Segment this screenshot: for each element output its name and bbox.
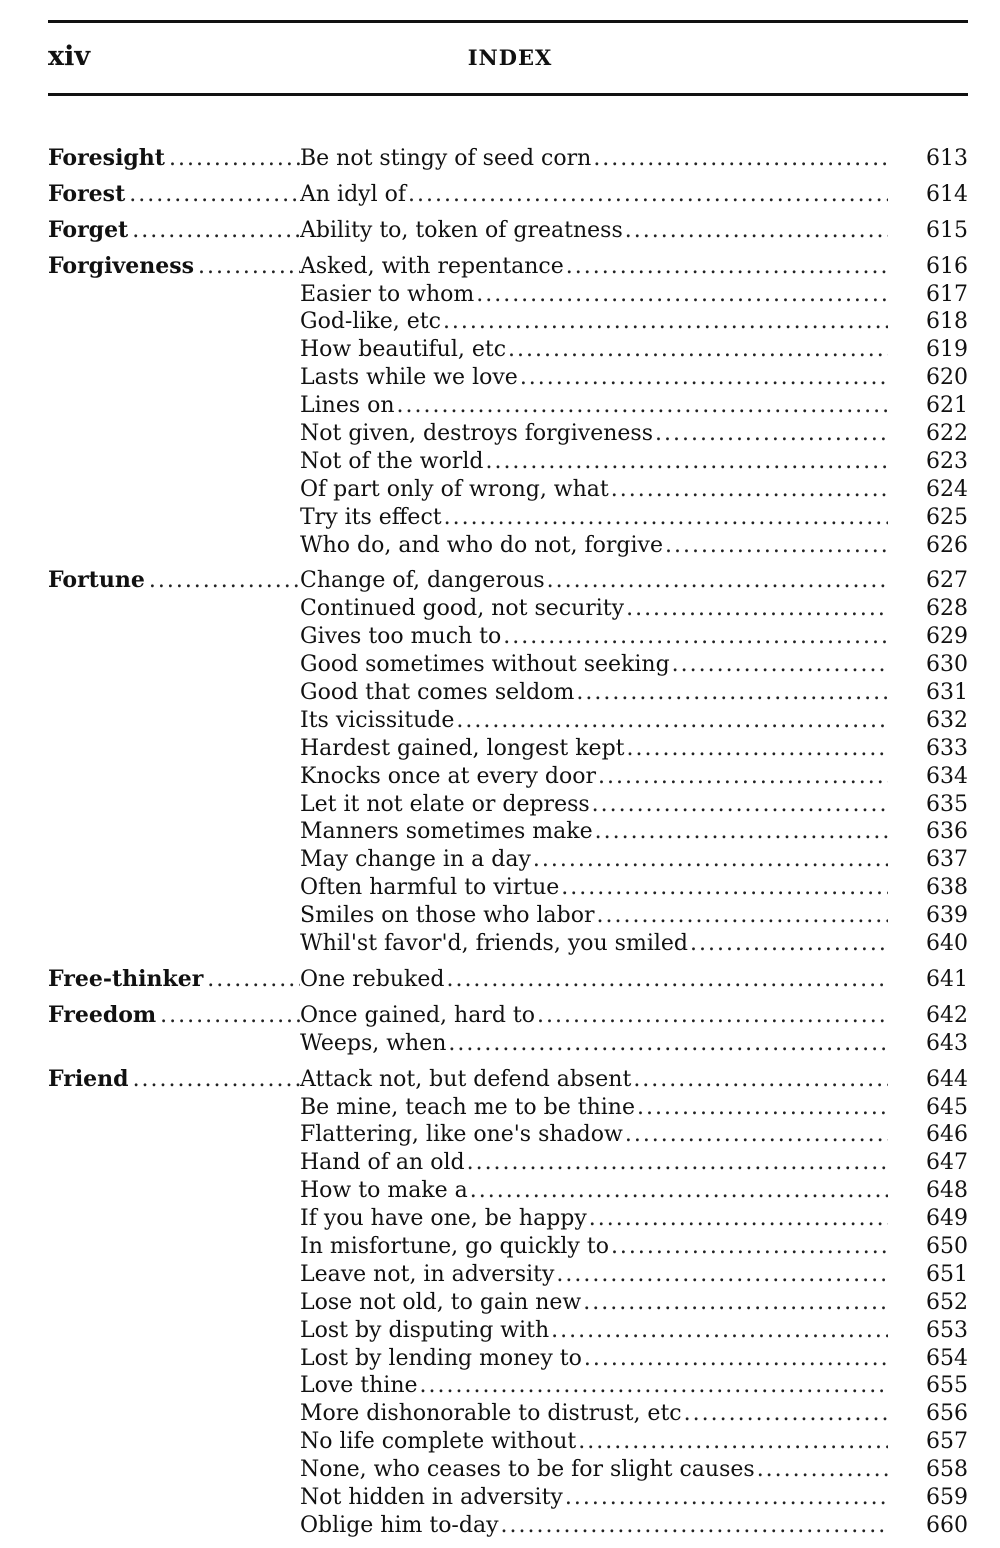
index-heading: Forest — [48, 180, 126, 207]
dot-leader — [132, 217, 300, 245]
entry-cell — [300, 1066, 888, 1094]
index-subentry: Once gained, hard to — [300, 1002, 535, 1028]
index-entry-row — [48, 145, 968, 173]
dot-leader — [198, 253, 300, 281]
dot-leader — [149, 567, 300, 595]
index-entry-row — [48, 1066, 968, 1094]
index-entry-row — [48, 1233, 968, 1261]
page-folio: xiv — [48, 41, 91, 72]
index-heading: Fortune — [48, 567, 145, 594]
top-rule — [48, 20, 968, 23]
dot-leader — [551, 1317, 888, 1345]
dot-leader — [129, 181, 300, 209]
entry-cell — [300, 448, 888, 476]
page-number: 660 — [926, 1512, 968, 1538]
index-subentry: Of part only of wrong, what — [300, 476, 609, 502]
index-subentry: Asked, with repentance — [300, 253, 564, 279]
page-number: 640 — [926, 931, 968, 957]
entry-cell — [300, 763, 888, 791]
index-heading: Friend — [48, 1065, 129, 1092]
dot-leader — [470, 1177, 888, 1205]
entry-cell — [300, 1177, 888, 1205]
index-subentry: No life complete without — [300, 1429, 577, 1455]
entry-cell — [300, 364, 888, 392]
dot-leader — [456, 707, 888, 735]
heading-cell — [48, 145, 300, 173]
index-entry-row — [48, 476, 968, 504]
page-number: 635 — [926, 791, 968, 817]
index-entry-row — [48, 336, 968, 364]
index-group — [48, 1066, 968, 1540]
entry-cell — [300, 595, 888, 623]
entry-cell — [300, 1094, 888, 1122]
dot-leader — [655, 420, 888, 448]
dot-leader — [611, 476, 888, 504]
page-number: 633 — [926, 735, 968, 761]
index-entry-row — [48, 679, 968, 707]
page-number: 648 — [926, 1178, 968, 1204]
page-number: 642 — [926, 1002, 968, 1028]
index-subentry: Knocks once at every door — [300, 763, 596, 789]
index-entry-row — [48, 567, 968, 595]
dot-leader — [583, 1289, 888, 1317]
index-entry-row — [48, 1372, 968, 1400]
entry-cell — [300, 735, 888, 763]
dot-leader — [133, 1066, 300, 1094]
page-number: 645 — [926, 1094, 968, 1120]
dot-leader — [690, 930, 888, 958]
index-subentry: Smiles on those who labor — [300, 903, 595, 929]
index-entry-row — [48, 1121, 968, 1149]
page-number: 652 — [926, 1289, 968, 1315]
index-group — [48, 217, 968, 245]
index-entry-row — [48, 1261, 968, 1289]
page-number: 638 — [926, 875, 968, 901]
index-entry-row — [48, 504, 968, 532]
index-subentry: More dishonorable to distrust, etc — [300, 1401, 682, 1427]
dot-leader — [561, 874, 888, 902]
index-subentry: Continued good, not security — [300, 596, 625, 622]
dot-leader — [637, 1094, 888, 1122]
entry-cell — [300, 966, 888, 994]
page-number: 653 — [926, 1317, 968, 1343]
index-group — [48, 145, 968, 173]
index-subentry: Hand of an old — [300, 1150, 465, 1176]
index-heading: Forgiveness — [48, 252, 194, 279]
entry-cell — [300, 532, 888, 560]
index-entry-row — [48, 1317, 968, 1345]
index-subentry: Love thine — [300, 1373, 418, 1399]
index-subentry: Leave not, in adversity — [300, 1261, 555, 1287]
index-entry-row — [48, 1345, 968, 1373]
index-group — [48, 567, 968, 957]
entry-cell — [300, 1030, 888, 1058]
index-entry-row — [48, 181, 968, 209]
dot-leader — [598, 763, 888, 791]
index-subentry: God-like, etc — [300, 309, 441, 335]
index-group — [48, 253, 968, 560]
index-entry-row — [48, 1205, 968, 1233]
page-number: 639 — [926, 903, 968, 929]
index-heading: Free-thinker — [48, 965, 204, 992]
index-entry-row — [48, 818, 968, 846]
dot-leader — [520, 364, 888, 392]
entry-cell — [300, 1149, 888, 1177]
index-heading: Foresight — [48, 145, 165, 171]
index-entry-row — [48, 281, 968, 309]
index-entry-row — [48, 595, 968, 623]
entry-cell — [300, 1002, 888, 1030]
index-subentry: Gives too much to — [300, 624, 502, 650]
dot-leader — [448, 1030, 888, 1058]
index-subentry: Hardest gained, longest kept — [300, 735, 625, 761]
index-list — [48, 145, 968, 1548]
heading-cell — [48, 217, 300, 245]
index-entry-row — [48, 217, 968, 245]
page-number: 617 — [926, 281, 968, 307]
header-rule — [48, 93, 968, 96]
index-subentry: Manners sometimes make — [300, 819, 593, 845]
entry-cell — [300, 336, 888, 364]
page-number: 631 — [926, 680, 968, 706]
page-number: 655 — [926, 1373, 968, 1399]
dot-leader — [584, 1345, 888, 1373]
entry-cell — [300, 1261, 888, 1289]
dot-leader — [547, 567, 888, 595]
entry-cell — [300, 1400, 888, 1428]
index-group — [48, 966, 968, 994]
index-entry-row — [48, 1428, 968, 1456]
entry-cell — [300, 1372, 888, 1400]
entry-cell — [300, 308, 888, 336]
dot-leader — [160, 1002, 300, 1030]
dot-leader — [444, 504, 888, 532]
page-number: 658 — [926, 1457, 968, 1483]
entry-cell — [300, 392, 888, 420]
page-number: 643 — [926, 1030, 968, 1056]
page-number: 657 — [926, 1429, 968, 1455]
page-number: 646 — [926, 1122, 968, 1148]
dot-leader — [633, 1066, 888, 1094]
index-subentry: Change of, dangerous — [300, 568, 545, 594]
page-number: 626 — [926, 532, 968, 558]
page-number: 632 — [926, 707, 968, 733]
entry-cell — [300, 504, 888, 532]
page-number: 659 — [926, 1484, 968, 1510]
page-number: 628 — [926, 596, 968, 622]
index-entry-row — [48, 791, 968, 819]
entry-cell — [300, 145, 888, 173]
index-subentry: In misfortune, go quickly to — [300, 1233, 609, 1259]
dot-leader — [537, 1002, 888, 1030]
index-entry-row — [48, 1456, 968, 1484]
index-subentry: None, who ceases to be for slight causes — [300, 1457, 755, 1483]
page-number: 654 — [926, 1345, 968, 1371]
dot-leader — [589, 1205, 888, 1233]
index-entry-row — [48, 651, 968, 679]
page-number: 629 — [926, 624, 968, 650]
heading-cell — [48, 1066, 300, 1094]
index-entry-row — [48, 392, 968, 420]
dot-leader — [420, 1372, 888, 1400]
index-entry-row — [48, 1177, 968, 1205]
entry-cell — [300, 217, 888, 245]
index-entry-row — [48, 448, 968, 476]
index-subentry: Lines on — [300, 393, 395, 419]
index-subentry: Let it not elate or depress — [300, 791, 590, 817]
page-number: 637 — [926, 847, 968, 873]
entry-cell — [300, 420, 888, 448]
index-subentry: How to make a — [300, 1178, 468, 1204]
index-entry-row — [48, 1030, 968, 1058]
index-group — [48, 1002, 968, 1058]
dot-leader — [684, 1400, 888, 1428]
index-heading: Freedom — [48, 1001, 157, 1028]
dot-leader — [611, 1233, 888, 1261]
heading-cell — [48, 1002, 300, 1030]
index-entry-row — [48, 735, 968, 763]
dot-leader — [566, 253, 888, 281]
entry-cell — [300, 1428, 888, 1456]
index-entry-row — [48, 1094, 968, 1122]
index-entry-row — [48, 1484, 968, 1512]
dot-leader — [556, 1261, 888, 1289]
heading-cell — [48, 253, 300, 281]
dot-leader — [597, 902, 888, 930]
index-subentry: Lose not old, to gain new — [300, 1289, 582, 1315]
page-number: 622 — [926, 421, 968, 447]
page-number: 647 — [926, 1150, 968, 1176]
page-number: 649 — [926, 1206, 968, 1232]
entry-cell — [300, 1233, 888, 1261]
entry-cell — [300, 874, 888, 902]
dot-leader — [508, 336, 888, 364]
entry-cell — [300, 651, 888, 679]
entry-cell — [300, 1121, 888, 1149]
dot-leader — [625, 217, 888, 245]
index-subentry: Not given, destroys forgiveness — [300, 421, 653, 447]
entry-cell — [300, 253, 888, 281]
index-subentry: Lasts while we love — [300, 365, 518, 391]
index-subentry: Lost by lending money to — [300, 1345, 582, 1371]
page-number: 619 — [926, 337, 968, 363]
dot-leader — [397, 392, 888, 420]
index-entry-row — [48, 308, 968, 336]
heading-cell — [48, 567, 300, 595]
entry-cell — [300, 623, 888, 651]
dot-leader — [485, 448, 888, 476]
page-number: 625 — [926, 504, 968, 530]
entry-cell — [300, 679, 888, 707]
entry-cell — [300, 281, 888, 309]
page-number: 620 — [926, 365, 968, 391]
index-subentry: Who do, and who do not, forgive — [300, 532, 663, 558]
page-number: 616 — [926, 253, 968, 279]
index-subentry: Weeps, when — [300, 1030, 447, 1056]
dot-leader — [592, 791, 888, 819]
index-entry-row — [48, 1400, 968, 1428]
page-number: 650 — [926, 1233, 968, 1259]
dot-leader — [207, 966, 300, 994]
index-subentry: If you have one, be happy — [300, 1206, 587, 1232]
entry-cell — [300, 846, 888, 874]
index-subentry: Often harmful to virtue — [300, 875, 560, 901]
index-subentry: Lost by disputing with — [300, 1317, 550, 1343]
page-number: 634 — [926, 763, 968, 789]
index-subentry: Good that comes seldom — [300, 680, 575, 706]
page-number: 641 — [926, 966, 968, 992]
entry-cell — [300, 707, 888, 735]
index-subentry: Flattering, like one's shadow — [300, 1122, 623, 1148]
index-entry-row — [48, 874, 968, 902]
dot-leader — [503, 623, 888, 651]
index-subentry: Whil'st favor'd, friends, you smiled — [300, 931, 688, 957]
entry-cell — [300, 791, 888, 819]
heading-cell — [48, 181, 300, 209]
dot-leader — [565, 1484, 888, 1512]
index-entry-row — [48, 763, 968, 791]
index-entry-row — [48, 532, 968, 560]
index-subentry: Oblige him to-day — [300, 1512, 499, 1538]
entry-cell — [300, 1205, 888, 1233]
page-number: 614 — [926, 181, 968, 207]
index-subentry: Ability to, token of greatness — [300, 217, 623, 243]
index-entry-row — [48, 364, 968, 392]
entry-cell — [300, 567, 888, 595]
entry-cell — [300, 1345, 888, 1373]
index-entry-row — [48, 1289, 968, 1317]
dot-leader — [476, 281, 888, 309]
dot-leader — [626, 595, 888, 623]
dot-leader — [533, 846, 888, 874]
page-number: 636 — [926, 819, 968, 845]
index-entry-row — [48, 1002, 968, 1030]
dot-leader — [627, 735, 889, 763]
page-number: 656 — [926, 1401, 968, 1427]
entry-cell — [300, 818, 888, 846]
entry-cell — [300, 902, 888, 930]
entry-cell — [300, 930, 888, 958]
index-entry-row — [48, 902, 968, 930]
dot-leader — [665, 532, 888, 560]
entry-cell — [300, 476, 888, 504]
dot-leader — [625, 1121, 888, 1149]
dot-leader — [169, 145, 300, 173]
index-entry-row — [48, 1149, 968, 1177]
index-entry-row — [48, 966, 968, 994]
dot-leader — [593, 145, 888, 173]
index-subentry: Not of the world — [300, 448, 484, 474]
index-group — [48, 181, 968, 209]
heading-cell — [48, 966, 300, 994]
index-subentry: One rebuked — [300, 966, 445, 992]
index-entry-row — [48, 623, 968, 651]
entry-cell — [300, 1456, 888, 1484]
dot-leader — [408, 181, 888, 209]
page-number: 644 — [926, 1066, 968, 1092]
dot-leader — [578, 1428, 888, 1456]
index-entry-row — [48, 930, 968, 958]
running-title: INDEX — [467, 45, 553, 70]
page-number: 651 — [926, 1261, 968, 1287]
index-entry-row — [48, 707, 968, 735]
page-number: 627 — [926, 568, 968, 594]
index-subentry: How beautiful, etc — [300, 337, 507, 363]
page-number: 618 — [926, 309, 968, 335]
page-number: 621 — [926, 393, 968, 419]
entry-cell — [300, 1289, 888, 1317]
index-heading: Forget — [48, 216, 129, 243]
index-subentry: Not hidden in adversity — [300, 1484, 563, 1510]
index-entry-row — [48, 253, 968, 281]
page-number: 615 — [926, 217, 968, 243]
page-number: 623 — [926, 448, 968, 474]
dot-leader — [446, 966, 888, 994]
dot-leader — [757, 1456, 888, 1484]
dot-leader — [576, 679, 888, 707]
index-subentry: Be not stingy of seed corn — [300, 146, 592, 171]
dot-leader — [443, 308, 888, 336]
dot-leader — [595, 818, 888, 846]
page-number: 624 — [926, 476, 968, 502]
index-subentry: Be mine, teach me to be thine — [300, 1094, 635, 1120]
dot-leader — [672, 651, 888, 679]
entry-cell — [300, 1484, 888, 1512]
entry-cell — [300, 181, 888, 209]
index-subentry: May change in a day — [300, 847, 531, 873]
dot-leader — [467, 1149, 888, 1177]
index-subentry: Attack not, but defend absent — [300, 1066, 632, 1092]
index-subentry: Easier to whom — [300, 281, 475, 307]
index-entry-row — [48, 420, 968, 448]
entry-cell — [300, 1317, 888, 1345]
index-subentry: Its vicissitude — [300, 707, 455, 733]
page-number: 613 — [926, 146, 968, 171]
index-subentry: Try its effect — [300, 504, 442, 530]
index-subentry: Good sometimes without seeking — [300, 652, 670, 678]
index-entry-row — [48, 846, 968, 874]
page-number: 630 — [926, 652, 968, 678]
index-subentry: An idyl of — [300, 181, 407, 207]
